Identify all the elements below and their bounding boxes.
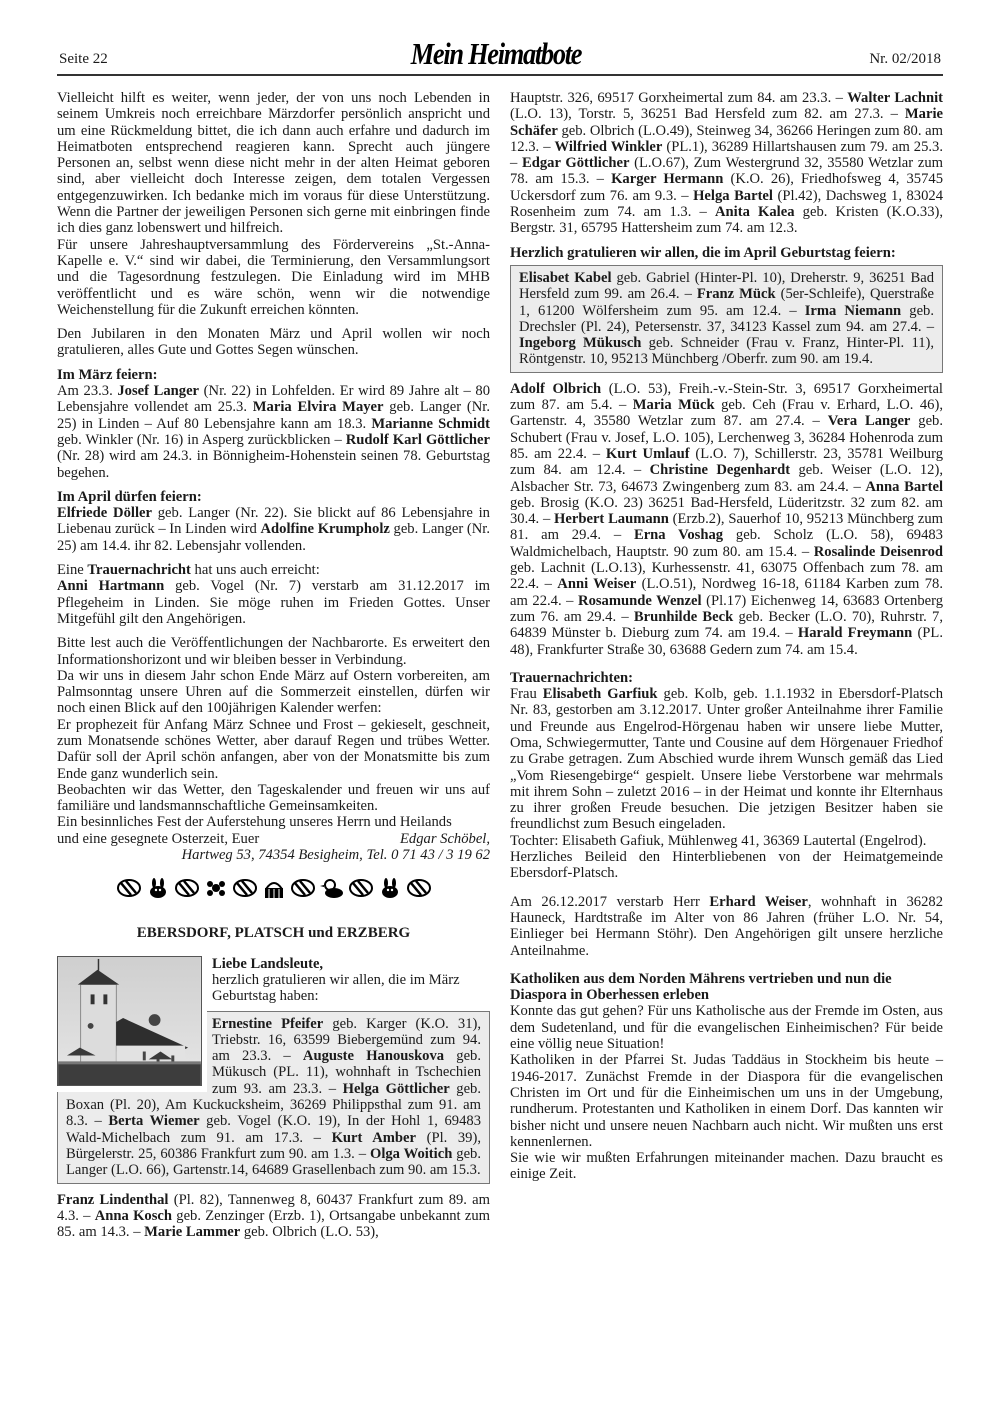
- person-name: Berta Wiemer: [108, 1113, 200, 1130]
- person-name: Brunhilde Beck: [633, 608, 734, 625]
- text-run: Sie wie wir mußten Erfahrungen miteinander machen. Dazu braucht es einige Zeit.: [510, 1150, 943, 1183]
- text-run: Am 26.12.2017 verstarb Herr: [510, 893, 710, 910]
- person-name: Maria Elvira Mayer: [252, 399, 384, 416]
- person-name: Elisabeth Garfiuk: [542, 686, 658, 703]
- april-birthdays-heading: Herzlich gratulieren wir allen, die im April Geburtstag feiern:: [510, 244, 896, 261]
- person-name: Christine Degenhardt: [649, 462, 791, 479]
- text-run: geb. Langer (Nr. 25) in Linden – Auf 80 Lebensjahre kann am 18.3.: [57, 399, 491, 432]
- text-run: (L.O.51), Nordweg 16-18, 61184 Karben zum 78. am 22.4. –: [510, 576, 944, 609]
- text-run: geb. Schubert (Frau v. Josef, L.O. 105), Lerchenweg 3, 36284 Hohenroda zum 85. am 22.4. –: [510, 413, 943, 462]
- person-name: Marianne Schmidt: [371, 415, 491, 432]
- paragraph: [57, 782, 490, 815]
- author-address: Hartweg 53, 74354 Besigheim, Tel. 0 71 43 / 3 19 62: [181, 847, 490, 864]
- march-heading: Im März feiern:: [57, 366, 158, 383]
- text-run: geb. Gabriel (Hinter-Pl. 10), Dreherstr. 9, 36251 Bad Hersfeld zum 99. am 26.4. –: [519, 269, 935, 303]
- text-run: geb. Mükusch (PL. 11), wohnhaft in Tschechien zum 93. am 23.3. –: [212, 1048, 481, 1097]
- text-run: (PL.1), 36289 Hillartshausen zum 79. am 25.3. –: [510, 138, 943, 172]
- paragraph: [57, 635, 490, 668]
- person-name: Ernestine Pfeifer: [212, 1015, 324, 1032]
- paragraph: [57, 326, 490, 359]
- person-name: Karger Hermann: [611, 171, 724, 188]
- text-run: (L.O.67), Zum Westergrund 32, 35580 Wetzlar zum 78. am 15.3. –: [510, 155, 943, 188]
- text-run: geb. Vogel (K.O. 19), In der Hohl 1, 69483 Wald-Michelbach zum 91. am 17.3. –: [66, 1113, 481, 1146]
- text-run: geb. Winkler (Nr. 16) in Asperg zurückblicken –: [57, 431, 346, 448]
- person-name: Anita Kalea: [715, 204, 795, 221]
- egg-icon: [405, 877, 433, 899]
- author-signature: Edgar Schöbel,: [400, 830, 490, 847]
- text-run: geb. Olbrich (L.O.49), Steinweg 34, 36266 Heringen zum 80. am 12.3. –: [510, 122, 943, 155]
- page-header: [57, 38, 943, 76]
- text-run: Beobachten wir das Wetter, den Tageskalender und freuen wir uns auf familiäre und landsmannschaftliche Gemeinsamkeiten.: [57, 781, 490, 815]
- mourning-intro: [57, 562, 490, 578]
- person-name: Adolfine Krumpholz: [260, 521, 390, 538]
- text-run: (Nr. 22) in Lohfelden. Er wird 89 Jahre alt – 80 Lebensjahre vollendet am 25.3.: [57, 383, 491, 416]
- person-name: Elfriede Döller: [57, 505, 152, 522]
- text-run: geb. Becker (L.O. 70), Ruhrstr. 7, 64839 Münster b. Dieburg zum 74. am 19.4. –: [510, 608, 943, 642]
- text-run: geb. Zenzinger (Erzb. 1), Ortsangabe unbekannt zum 85. am 14.3. –: [57, 1207, 490, 1241]
- person-name: Anna Bartel: [865, 478, 943, 495]
- right-column: [510, 90, 943, 1183]
- obituary-contact: [510, 833, 943, 849]
- person-name: Josef Langer: [117, 383, 200, 400]
- text-run: Den Jubilaren in den Monaten März und April wollen wir noch gratulieren, alles Gute und Gottes Segen wünschen.: [57, 326, 490, 359]
- article-paragraph: [510, 1052, 943, 1150]
- person-name: Irma Niemann: [804, 302, 902, 319]
- text-run: geb. Ceh (Frau v. Erhard, L.O. 46), Gartenstr. 4, 35580 Wetzlar zum 87. am 27.4. –: [510, 397, 943, 430]
- text-run: (Pl. 82), Tannenweg 8, 60437 Frankfurt zum 89. am 4.3. –: [57, 1191, 491, 1224]
- text-run: Herzliches Beileid den Hinterbliebenen von der Heimatgemeinde Ebersdorf-Platsch.: [510, 849, 943, 882]
- text-run: (PL. 48), Frankfurter Straße 30, 63688 Gedern zum 74. am 15.4.: [510, 625, 943, 658]
- chick-icon: [318, 877, 346, 899]
- text-run: Katholiken in der Pfarrei St. Judas Taddäus in Stockheim bis heute – 1946-2017. Zunächst Fremde in der Diaspora für die evangelischen Christen im Ort und für die Einheimischen um uns in der Umgebung, rundherum. Protestanten und Katholiken in einem Dorf. Das kannten wir bisher nicht und unsere neuen Nachbarn auch nicht. Wir mußten uns erst kennenlernen.: [510, 1052, 943, 1150]
- text-run: Eine: [57, 562, 88, 579]
- egg-icon: [173, 877, 201, 899]
- person-name: Trauernachricht: [87, 562, 191, 579]
- basket-icon: [260, 877, 288, 899]
- text-run: geb. Weiser (L.O. 12), Alsbacher Str. 73, 64673 Zwingenberg zum 83. am 24.4. –: [510, 462, 943, 495]
- signature-line: [57, 831, 490, 847]
- person-name: Helga Göttlicher: [342, 1080, 450, 1097]
- person-name: Anni Weiser: [557, 576, 637, 593]
- march-birthdays-continued: [57, 1192, 490, 1241]
- egg-icon: [289, 877, 317, 899]
- bunny-icon: [376, 877, 404, 899]
- egg-icon: [347, 877, 375, 899]
- paragraph: [57, 717, 490, 782]
- bunny-icon: [144, 877, 172, 899]
- closing-text: und eine gesegnete Osterzeit, Euer: [57, 830, 260, 847]
- april-birthday-box: [510, 265, 943, 373]
- text-run: Vielleicht hilft es weiter, wenn jeder, der von uns noch Lebenden in seinem Umkreis noch erreichbare Märzdorfer persönlich anspricht und um eine Rückmeldung bittet, die ich dann auch erfahre und dadurch im Heimatboten entsprechend reagieren kann. Sprecht auch jüngere Personen an, selbst wenn diese nicht mehr in der alten Heimat geboren sind, aber vielleicht doch Interesse zeigen, dem totalen Vergessen entgegenzuwirken. Ich bedanke mich im voraus für diese Unterstützung. Wenn die Partner der jeweiligen Personen sich gerne mit einbringen finde ich dies ganz lobenswert und hilfreich.: [57, 90, 490, 237]
- obituary: [510, 686, 943, 833]
- article-paragraph: [510, 1150, 943, 1183]
- person-name: Elisabet Kabel: [519, 269, 612, 286]
- obituary: [510, 894, 943, 959]
- person-name: Maria Mück: [632, 397, 715, 414]
- text-run: Hauptstr. 326, 69517 Gorxheimertal zum 84. am 23.3. –: [510, 90, 848, 106]
- person-name: Kurt Amber: [331, 1129, 416, 1146]
- text-run: geb. Langer (Nr. 22). Sie blickt auf 86 Lebensjahre in Liebenau zurück – In Linden wird: [57, 505, 490, 538]
- text-run: Tochter: Elisabeth Gafiuk, Mühlenweg 41, 36369 Lautertal (Engelrod).: [510, 832, 927, 849]
- masthead-logo: Mein Heimatbote: [410, 36, 582, 71]
- person-name: Vera Langer: [827, 413, 911, 430]
- person-name: Helga Bartel: [693, 187, 773, 204]
- april-birthdays-continued: [510, 381, 943, 658]
- text-run: geb. Kristen (K.O.33), Bergstr. 31, 65795 Hattersheim zum 74. am 12.3.: [510, 204, 944, 237]
- text-run: geb. Boxan (Pl. 20), Am Kuckucksheim, 36269 Philippsthal zum 91. am 8.3. –: [66, 1080, 481, 1130]
- text-run: Konnte das gut gehen? Für uns Katholische aus der Fremde im Osten, aus dem Sudetenland, und für die evangelischen Einheimischen? Für beide eine völlig neue Situation!: [510, 1003, 943, 1053]
- text-run: geb. Kolb, geb. 1.1.1932 in Ebersdorf-Platsch Nr. 83, gestorben am 3.12.2017. Unter großer Anteilnahme ihrer Familie und Freunde aus Engelrod-Hörgenau haben wir unsere liebe Mutter, Oma, Schwiegermutter, Tante und Cousine auf dem Hörgenauer Friedhof zu Grabe getragen. Zum Abschied wurde ihrem Wunsch gemäß das Lied „Vom Riesengebirge“ gespielt. Unsere liebe Verstorbene war mehrmals mit ihrem Sohn – zuletzt 2016 – in der Heimat und konnte ihr Elternhaus zu ihrer großen Freude besuchen. Die jetzigen Besitzer haben sie freundlichst zum Besuch eingeladen.: [510, 686, 943, 833]
- text-run: geb. Olbrich (L.O. 53),: [240, 1224, 379, 1241]
- text-run: geb. Karger (K.O. 31), Triebstr. 16, 63599 Biebergemünd zum 94. am 23.3. –: [212, 1015, 481, 1065]
- article-heading: Katholiken aus dem Norden Mährens vertrieben und nun die Diaspora in Oberhessen erleben: [510, 970, 892, 1004]
- egg-icon: [115, 877, 143, 899]
- page-number: Seite 22: [59, 51, 108, 67]
- text-run: , wohnhaft in 36282 Hauneck, Hardtstraße im Alter von 86 Jahren (früher L.O. Nr. 54, Einlieger bei Hermann Stöhr). Den Angehörigen gilt unsere herzliche Anteilnahme.: [510, 893, 943, 959]
- text-run: (Pl. 39), Bürgelerstr. 25, 60386 Frankfurt zum 90. am 1.3. –: [66, 1129, 481, 1162]
- paragraph: [57, 90, 490, 237]
- person-name: Anna Kosch: [94, 1207, 172, 1224]
- issue-number: Nr. 02/2018: [869, 51, 941, 67]
- greeting-text: herzlich gratulieren wir allen, die im März Geburtstag haben:: [212, 971, 460, 1005]
- person-name: Wilfried Winkler: [554, 138, 663, 155]
- mourning-notice: [57, 578, 490, 627]
- text-run: Bitte lest auch die Veröffentlichungen der Nachbarorte. Es erweitert den Informationshorizont und wir bleiben besser in Verbindung.: [57, 635, 490, 668]
- text-run: (5er-Schleife), Querstraße 1, 61200 Wölfersheim zum 95. am 12.4. –: [519, 286, 935, 319]
- text-run: Am 23.3.: [57, 383, 118, 400]
- greeting-heading: Liebe Landsleute,: [212, 955, 324, 972]
- text-run: (L.O. 7), Schillerstr. 23, 35781 Weilburg zum 84. am 12.4. –: [510, 445, 943, 479]
- paragraph: [57, 668, 490, 717]
- paragraph: [57, 814, 490, 830]
- church-photo: [57, 956, 207, 1092]
- text-run: (L.O. 53), Freih.-v.-Stein-Str. 3, 69517 Gorxheimertal zum 87. am 5.4. –: [510, 380, 943, 414]
- text-run: geb. Lachnit (L.O.13), Kurhessenstr. 41, 63075 Offenbach zum 78. am 22.4. –: [510, 560, 943, 593]
- text-run: (Erzb.2), Sauerhof 10, 95213 Münchberg zum 81. am 29.4. –: [510, 511, 943, 544]
- person-name: Erhard Weiser: [709, 893, 808, 910]
- text-run: geb. Brosig (K.O. 23) 36251 Bad-Hersfeld, Lüderitzstr. 32 zum 82. am 30.4. –: [510, 494, 943, 528]
- text-run: (Nr. 28) wird am 24.3. in Bönnigheim-Hohenstein seinen 78. Geburtstag begehen.: [57, 448, 490, 481]
- text-run: geb. Langer (L.O. 66), Gartenstr.14, 64689 Grasellenbach zum 90. am 15.3.: [66, 1145, 481, 1179]
- text-run: Ein besinnliches Fest der Auferstehung unseres Herrn und Heilands: [57, 814, 452, 831]
- person-name: Franz Lindenthal: [57, 1191, 169, 1208]
- text-run: geb. Schneider (Frau v. Franz, Hinter-Pl. 11), Röntgenstr. 10, 95213 Münchberg /Oberfr. zum 90. am 19.4.: [519, 335, 934, 368]
- person-name: Olga Woitich: [369, 1145, 453, 1162]
- text-run: (K.O. 26), Friedhofsweg 4, 35745 Uckersdorf zum 76. am 9.3. –: [510, 171, 943, 204]
- ebersdorf-section: [57, 956, 490, 1184]
- person-name: Erna Voshag: [633, 527, 724, 544]
- church-image: [57, 956, 202, 1086]
- person-name: Walter Lachnit: [847, 90, 943, 106]
- person-name: Adolf Olbrich: [510, 380, 602, 397]
- text-run: (Pl.17) Eichenweg 14, 63683 Ortenberg zum 76. am 29.4. –: [510, 592, 944, 625]
- person-name: Harald Freymann: [797, 625, 913, 642]
- person-name: Rosalinde Deisenrod: [813, 543, 943, 560]
- flower-icon: [202, 877, 230, 899]
- text-run: Frau: [510, 686, 543, 703]
- march-birthdays-continued: [510, 90, 943, 237]
- person-name: Kurt Umlauf: [605, 445, 690, 462]
- mourning-heading: Trauernachrichten:: [510, 669, 633, 686]
- left-column: [57, 90, 490, 1248]
- text-run: Für unsere Jahreshauptversammlung des Fördervereins „St.-Anna-Kapelle e. V.“ sind wir dabei, die Terminierung, den Versammlungsort und die Tagesordnung festzulegen. Die Einladung wird im MHB veröffentlicht und es wäre schön, wenn wir die notwendige Weichenstellung für die Zukunft erreichen könnten.: [57, 236, 490, 318]
- text-run: hat uns auch erreicht:: [190, 562, 320, 579]
- section-title: EBERSDORF, PLATSCH und ERZBERG: [136, 925, 411, 942]
- paragraph: [57, 237, 490, 318]
- egg-icon: [231, 877, 259, 899]
- text-run: geb. Scholz (L.O. 58), 69483 Waldmichelbach, Hauptstr. 90 zum 80. am 15.4. –: [510, 527, 943, 560]
- text-run: geb. Langer (Nr. 25) am 14.4. ihr 82. Lebensjahr vollenden.: [57, 521, 490, 554]
- person-name: Marie Lammer: [144, 1224, 241, 1241]
- text-run: geb. Drechsler (Pl. 24), Petersenstr. 37, 34123 Kassel zum 94. am 27.4. –: [519, 302, 934, 335]
- text-run: Da wir uns in diesem Jahr schon Ende März auf Ostern vorbereiten, am Palmsonntag unsere Uhren auf die Sommerzeit einstellen, dürfen wir noch einen Blick auf den 100jährigen Kalender werfen:: [57, 667, 490, 717]
- article-paragraph: [510, 1003, 943, 1052]
- person-name: Franz Mück: [696, 286, 776, 303]
- person-name: Anni Hartmann: [57, 578, 165, 595]
- text-run: (L.O. 13), Torstr. 5, 36251 Bad Hersfeld zum 82. am 27.3. –: [510, 106, 905, 123]
- text-run: Er prophezeit für Anfang März Schnee und Frost – gekieselt, geschneit, zum Monatsende schönes Wetter, aber darauf Regen und trübes Wetter. Dafür soll der April schön anfangen, aber von der Monatsmitte bis zum Ende ganz wunderlich sein.: [57, 716, 490, 782]
- march-birthdays: [57, 383, 490, 481]
- easter-divider: [57, 877, 490, 899]
- april-heading: Im April dürfen feiern:: [57, 488, 202, 505]
- person-name: Marie Schäfer: [510, 106, 943, 139]
- text-run: (Pl.42), Dachsweg 1, 83024 Rosenheim zum 74. am 1.3. –: [510, 187, 943, 221]
- april-birthdays: [57, 505, 490, 554]
- person-name: Edgar Göttlicher: [522, 155, 630, 172]
- condolence: [510, 849, 943, 882]
- text-run: geb. Vogel (Nr. 7) verstarb am 31.12.2017 im Pflegeheim in Linden. Sie möge ruhen im Frieden Gottes. Unser Mitgefühl gilt den Angehörigen.: [57, 578, 491, 627]
- person-name: Herbert Laumann: [554, 511, 669, 528]
- person-name: Auguste Hanouskova: [302, 1048, 445, 1065]
- person-name: Ingeborg Mükusch: [519, 335, 642, 352]
- person-name: Rudolf Karl Göttlicher: [345, 431, 490, 448]
- person-name: Rosamunde Wenzel: [578, 592, 702, 609]
